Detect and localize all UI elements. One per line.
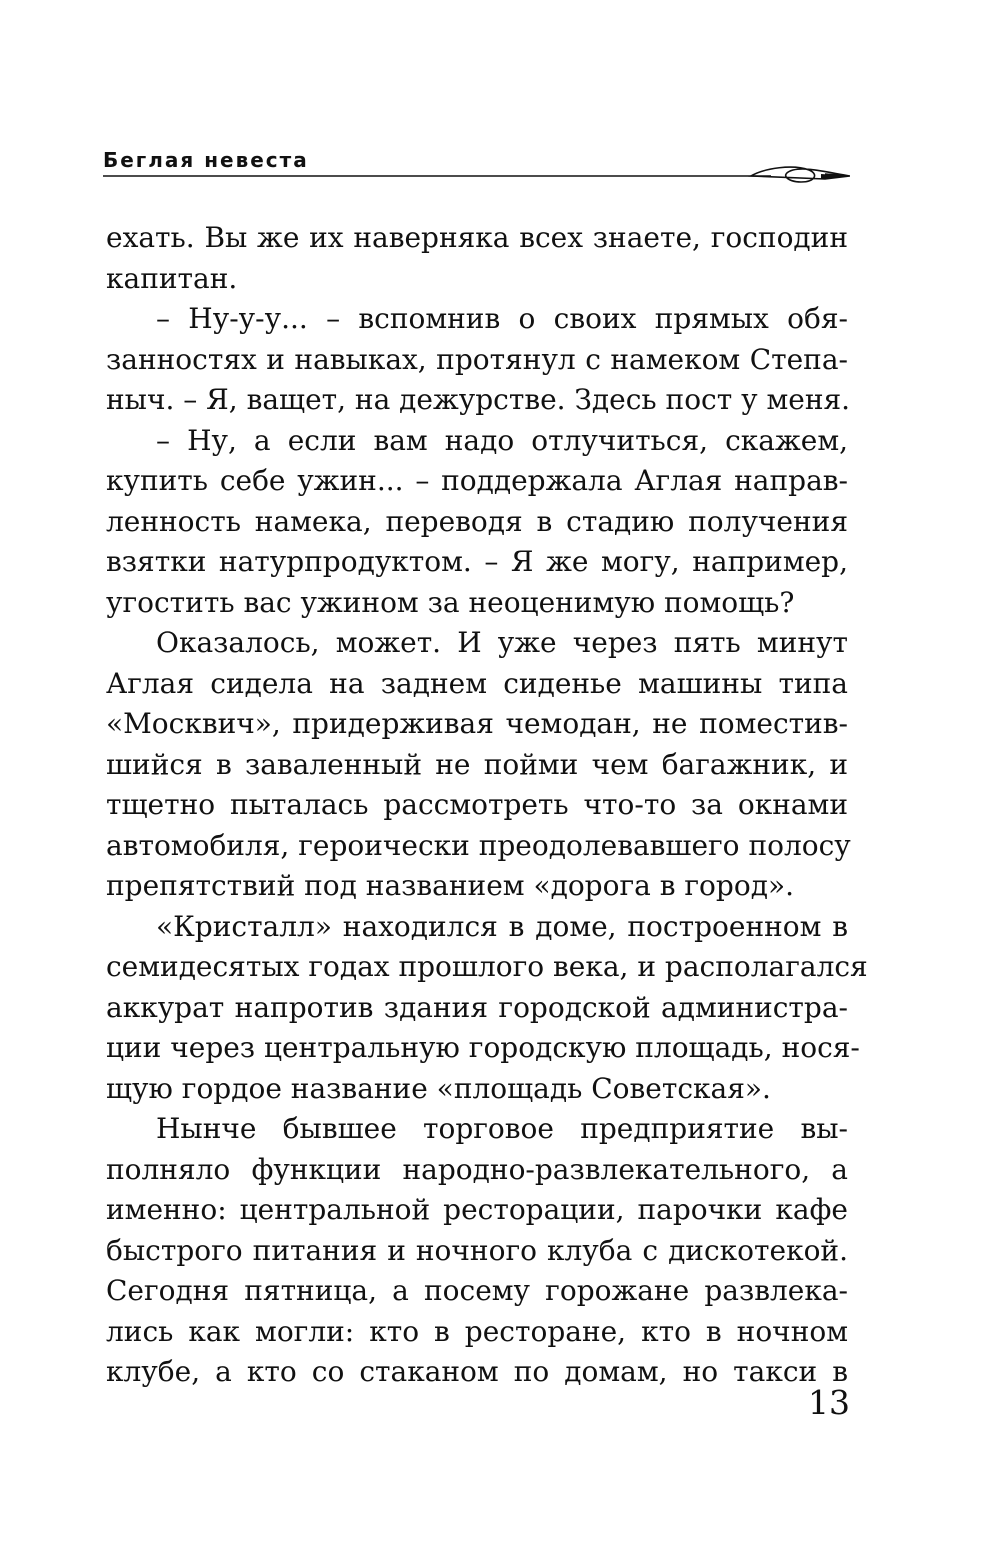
text-line: «Кристалл» находился в доме, построенном в: [156, 909, 848, 943]
text-line: взятки натурпродуктом. – Я же могу, например,: [106, 545, 848, 578]
text-line: угостить вас ужином за неоценимую помощь?: [106, 585, 795, 619]
text-line: клубе, а кто со стаканом по домам, но такси в: [106, 1355, 848, 1388]
text-line: Оказалось, может. И уже через пять минут: [156, 626, 848, 659]
text-line: шийся в заваленный не пойми чем багажник, и: [106, 747, 848, 781]
text-line: Нынче бывшее торговое предприятие вы-: [156, 1112, 848, 1145]
text-line: лись как могли: кто в ресторане, кто в ночном: [106, 1314, 848, 1348]
text-line: семидесятых годах прошлого века, и располагался: [106, 950, 868, 983]
text-line: тщетно пыталась рассмотреть что-то за окнами: [106, 788, 848, 821]
body-text: [106, 218, 868, 1393]
text-line: занностях и навыках, протянул с намеком Степа-: [106, 342, 848, 376]
text-line: аккурат напротив здания городской администра-: [106, 990, 848, 1024]
text-line: купить себе ужин... – поддержала Аглая направ-: [106, 464, 848, 497]
text-line: ехать. Вы же их наверняка всех знаете, господин: [106, 221, 848, 254]
page-header: [103, 148, 850, 188]
text-line: – Ну-у-у... – вспомнив о своих прямых обя-: [156, 302, 848, 335]
text-line: капитан.: [106, 261, 238, 295]
text-line: ленность намека, переводя в стадию получения: [106, 504, 848, 538]
running-title: Беглая невеста: [103, 148, 309, 172]
text-line: – Ну, а если вам надо отлучиться, скажем,: [156, 423, 848, 457]
text-line: ции через центральную городскую площадь, нося-: [106, 1031, 860, 1064]
text-line: полняло функции народно-развлекательного, а: [106, 1152, 848, 1186]
text-line: автомобиля, героически преодолевавшего полосу: [106, 828, 851, 862]
page-number: 13: [808, 1383, 850, 1422]
text-line: именно: центральной ресторации, парочки кафе: [106, 1193, 848, 1226]
text-line: Сегодня пятница, а посему горожане развлека-: [106, 1274, 848, 1307]
text-line: щую гордое название «площадь Советская».: [106, 1071, 771, 1105]
text-line: препятствий под названием «дорога в город».: [106, 869, 794, 902]
text-line: Аглая сидела на заднем сиденье машины типа: [106, 666, 848, 700]
header-rule-ornament: [103, 162, 850, 188]
text-line: «Москвич», придерживая чемодан, не поместив-: [106, 707, 848, 740]
text-line: быстрого питания и ночного клуба с дискотекой.: [106, 1233, 848, 1267]
text-line: ныч. – Я, ващет, на дежурстве. Здесь пост у меня.: [106, 383, 851, 416]
